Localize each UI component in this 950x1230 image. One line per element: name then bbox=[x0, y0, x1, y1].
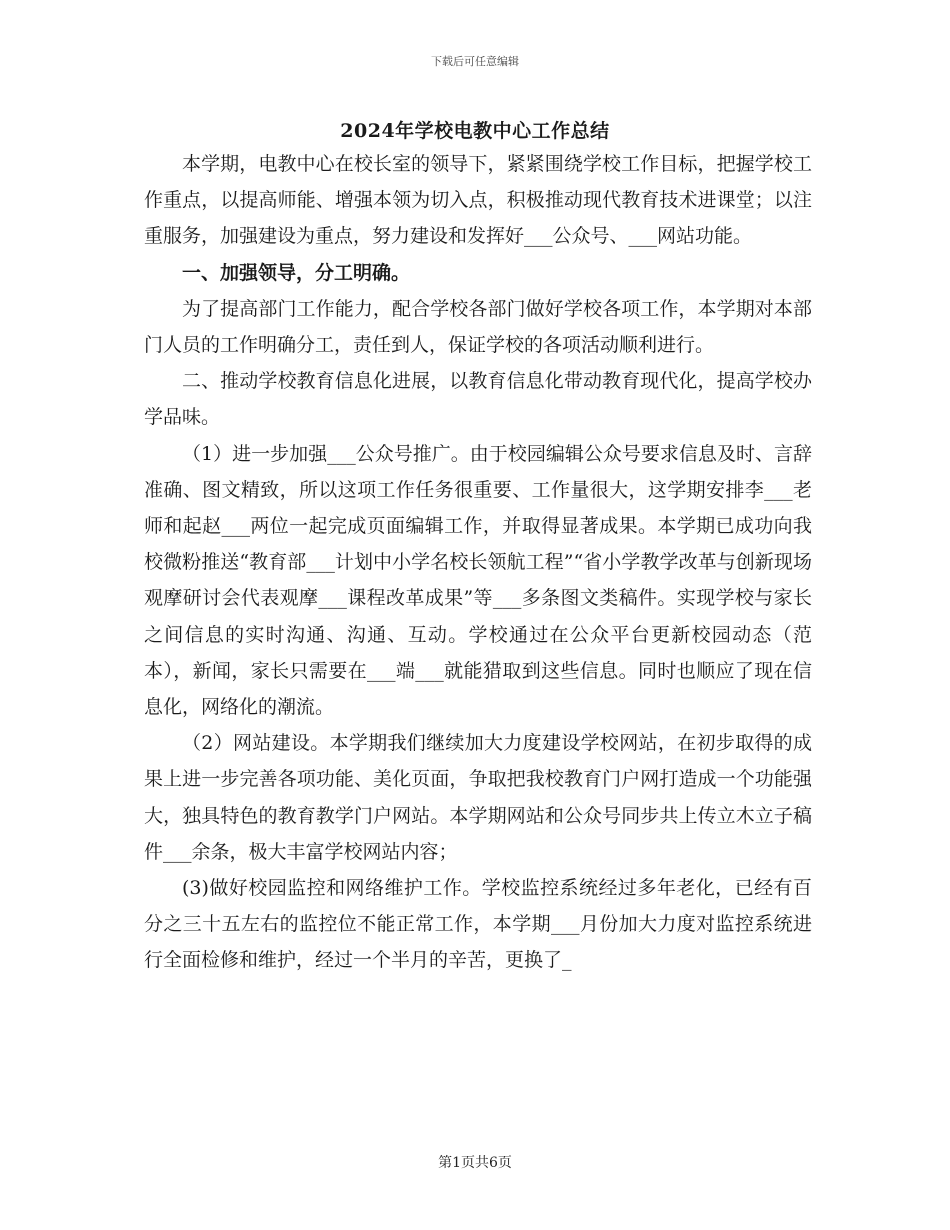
section-heading-2: 二、推动学校教育信息化进展，以教育信息化带动教育现代化，提高学校办学品味。 bbox=[144, 370, 812, 429]
paragraph-intro: 本学期，电教中心在校长室的领导下，紧紧围绕学校工作目标，把握学校工作重点，以提高师能、增强本领为切入点，积极推动现代教育技术进课堂；以注重服务，加强建设为重点，努力建设和发挥好___公众号、___网站功能。 bbox=[144, 153, 812, 248]
paragraph-item-3: (3)做好校园监控和网络维护工作。学校监控系统经过多年老化，已经有百分之三十五左右的监控位不能正常工作，本学期___月份加大力度对监控系统进行全面检修和维护，经过一个半月的辛苦，更换了_ bbox=[144, 877, 812, 972]
document-title: 2024年学校电教中心工作总结 bbox=[340, 120, 610, 142]
header-note: 下载后可任意编辑 bbox=[431, 55, 519, 68]
paragraph-item-2: （2）网站建设。本学期我们继续加大力度建设学校网站，在初步取得的成果上进一步完善各项功能、美化页面，争取把我校教育门户网打造成一个功能强大，独具特色的教育教学门户网站。本学期网站和公众号同步共上传立木立子稿件___余条，极大丰富学校网站内容； bbox=[144, 732, 812, 863]
paragraph-section-1: 为了提高部门工作能力，配合学校各部门做好学校各项工作，本学期对本部门人员的工作明确分工，责任到人，保证学校的各项活动顺利进行。 bbox=[144, 297, 812, 357]
paragraph-item-1: （1）进一步加强___公众号推广。由于校园编辑公众号要求信息及时、言辞准确、图文精致，所以这项工作任务很重要、工作量很大，这学期安排李___老师和起赵___两位一起完成页面编辑工作，并取得显著成果。本学期已成功向我校微粉推送“教育部___计划中小学名校长领航工程”“省小学教学改革与创新现场观摩研讨会代表观摩___课程改革成果”等___多条图文类稿件。实现学校与家长之间信息的实时沟通、沟通、互动。学校通过在公众平台更新校园动态（范本），新闻，家长只需要在___端___就能猎取到这些信息。同时也顺应了现在信息化，网络化的潮流。 bbox=[144, 442, 812, 719]
page-number: 第1页共6页 bbox=[438, 1155, 512, 1171]
section-heading-1: 一、加强领导，分工明确。 bbox=[182, 261, 411, 284]
document-body bbox=[144, 146, 812, 979]
